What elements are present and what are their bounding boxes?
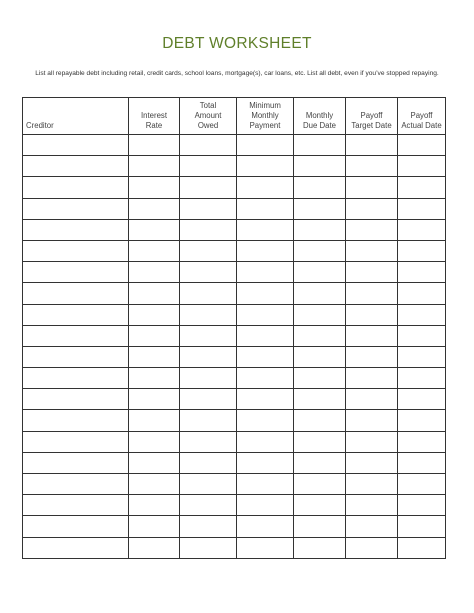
table-cell[interactable] — [237, 452, 294, 473]
table-cell[interactable] — [129, 304, 180, 325]
table-cell[interactable] — [398, 135, 446, 156]
table-cell[interactable] — [180, 368, 237, 389]
table-cell[interactable] — [398, 156, 446, 177]
table-cell[interactable] — [237, 495, 294, 516]
table-cell[interactable] — [23, 537, 129, 558]
table-cell[interactable] — [23, 431, 129, 452]
table-cell[interactable] — [346, 240, 398, 261]
table-cell[interactable] — [346, 495, 398, 516]
table-cell[interactable] — [346, 516, 398, 537]
table-cell[interactable] — [346, 389, 398, 410]
table-cell[interactable] — [398, 431, 446, 452]
table-cell[interactable] — [237, 198, 294, 219]
column-header-total-amount-owed — [180, 98, 237, 135]
table-cell[interactable] — [237, 304, 294, 325]
table-cell[interactable] — [23, 156, 129, 177]
table-cell[interactable] — [294, 198, 346, 219]
table-cell[interactable] — [180, 410, 237, 431]
table-cell[interactable] — [129, 262, 180, 283]
table-cell[interactable] — [23, 474, 129, 495]
table-cell[interactable] — [294, 325, 346, 346]
column-header-line: Actual Date — [401, 121, 442, 130]
table-cell[interactable] — [294, 240, 346, 261]
table-cell[interactable] — [237, 240, 294, 261]
table-cell[interactable] — [180, 346, 237, 367]
table-cell[interactable] — [398, 177, 446, 198]
column-header-line: Payment — [249, 121, 281, 130]
table-cell[interactable] — [294, 410, 346, 431]
table-cell[interactable] — [180, 431, 237, 452]
table-cell[interactable] — [180, 262, 237, 283]
table-cell[interactable] — [180, 495, 237, 516]
table-cell[interactable] — [237, 219, 294, 240]
table-cell[interactable] — [129, 368, 180, 389]
table-cell[interactable] — [23, 262, 129, 283]
page-title: DEBT WORKSHEET — [162, 35, 312, 52]
table-cell[interactable] — [237, 431, 294, 452]
table-row — [23, 219, 446, 240]
table-cell[interactable] — [294, 283, 346, 304]
table-cell[interactable] — [346, 198, 398, 219]
column-header-interest-rate — [129, 98, 180, 135]
table-cell[interactable] — [346, 431, 398, 452]
column-header-line: Payoff — [360, 111, 383, 120]
table-cell[interactable] — [129, 537, 180, 558]
table-cell[interactable] — [129, 516, 180, 537]
table-row — [23, 410, 446, 431]
table-cell[interactable] — [398, 198, 446, 219]
column-header-minimum-monthly-payment — [237, 98, 294, 135]
table-row — [23, 346, 446, 367]
column-header-line: Creditor — [26, 121, 54, 130]
table-cell[interactable] — [23, 346, 129, 367]
table-cell[interactable] — [23, 283, 129, 304]
table-row — [23, 516, 446, 537]
table-cell[interactable] — [129, 283, 180, 304]
table-cell[interactable] — [294, 135, 346, 156]
table-row — [23, 389, 446, 410]
table-cell[interactable] — [180, 156, 237, 177]
table-cell[interactable] — [398, 474, 446, 495]
table-cell[interactable] — [346, 219, 398, 240]
table-cell[interactable] — [237, 368, 294, 389]
table-cell[interactable] — [398, 304, 446, 325]
table-row — [23, 368, 446, 389]
table-cell[interactable] — [237, 325, 294, 346]
column-header-payoff-actual-date — [398, 98, 446, 135]
table-cell[interactable] — [180, 452, 237, 473]
table-cell[interactable] — [294, 304, 346, 325]
table-cell[interactable] — [23, 304, 129, 325]
table-cell[interactable] — [237, 537, 294, 558]
table-cell[interactable] — [294, 219, 346, 240]
table-cell[interactable] — [294, 516, 346, 537]
table-cell[interactable] — [180, 240, 237, 261]
table-cell[interactable] — [346, 177, 398, 198]
table-cell[interactable] — [23, 516, 129, 537]
table-cell[interactable] — [237, 135, 294, 156]
table-cell[interactable] — [180, 177, 237, 198]
table-cell[interactable] — [398, 219, 446, 240]
table-cell[interactable] — [129, 389, 180, 410]
table-cell[interactable] — [294, 177, 346, 198]
table-cell[interactable] — [129, 495, 180, 516]
table-cell[interactable] — [398, 262, 446, 283]
column-header-line: Minimum — [249, 101, 281, 110]
table-row — [23, 198, 446, 219]
table-cell[interactable] — [129, 452, 180, 473]
table-cell[interactable] — [237, 283, 294, 304]
table-cell[interactable] — [23, 368, 129, 389]
column-header-line: Monthly — [305, 111, 334, 120]
table-row — [23, 177, 446, 198]
table-cell[interactable] — [398, 389, 446, 410]
table-cell[interactable] — [237, 346, 294, 367]
table-cell[interactable] — [129, 198, 180, 219]
column-header-line: Total — [199, 101, 217, 110]
table-cell[interactable] — [180, 283, 237, 304]
column-header-creditor — [23, 98, 129, 135]
table-row — [23, 537, 446, 558]
table-cell[interactable] — [180, 537, 237, 558]
table-cell[interactable] — [346, 325, 398, 346]
table-cell[interactable] — [294, 156, 346, 177]
table-cell[interactable] — [398, 240, 446, 261]
table-cell[interactable] — [346, 135, 398, 156]
table-cell[interactable] — [180, 304, 237, 325]
table-row — [23, 262, 446, 283]
table-row — [23, 283, 446, 304]
table-cell[interactable] — [180, 389, 237, 410]
column-header-line: Monthly — [251, 111, 279, 120]
table-cell[interactable] — [129, 325, 180, 346]
table-row — [23, 240, 446, 261]
table-cell[interactable] — [294, 389, 346, 410]
column-header-line: Rate — [145, 121, 163, 130]
table-cell[interactable] — [398, 452, 446, 473]
table-cell[interactable] — [180, 219, 237, 240]
table-cell[interactable] — [129, 410, 180, 431]
table-cell[interactable] — [129, 156, 180, 177]
table-cell[interactable] — [23, 177, 129, 198]
table-cell[interactable] — [346, 410, 398, 431]
table-cell[interactable] — [346, 368, 398, 389]
table-cell[interactable] — [23, 410, 129, 431]
table-cell[interactable] — [23, 198, 129, 219]
table-cell[interactable] — [398, 516, 446, 537]
table-cell[interactable] — [398, 325, 446, 346]
table-cell[interactable] — [346, 262, 398, 283]
table-cell[interactable] — [346, 346, 398, 367]
table-cell[interactable] — [237, 177, 294, 198]
table-cell[interactable] — [294, 346, 346, 367]
column-header-line: Interest — [140, 111, 167, 120]
table-cell[interactable] — [398, 346, 446, 367]
table-cell[interactable] — [129, 219, 180, 240]
table-cell[interactable] — [129, 177, 180, 198]
table-cell[interactable] — [294, 431, 346, 452]
table-cell[interactable] — [398, 283, 446, 304]
table-cell[interactable] — [180, 325, 237, 346]
table-cell[interactable] — [346, 304, 398, 325]
table-cell[interactable] — [398, 368, 446, 389]
column-header-line: Due Date — [303, 121, 336, 130]
table-cell[interactable] — [129, 346, 180, 367]
table-cell[interactable] — [180, 516, 237, 537]
table-row — [23, 474, 446, 495]
table-cell[interactable] — [23, 389, 129, 410]
debt-table — [22, 97, 446, 559]
table-cell[interactable] — [23, 325, 129, 346]
table-cell[interactable] — [294, 537, 346, 558]
table-cell[interactable] — [346, 283, 398, 304]
table-cell[interactable] — [346, 452, 398, 473]
table-cell[interactable] — [23, 135, 129, 156]
table-cell[interactable] — [398, 410, 446, 431]
table-cell[interactable] — [129, 474, 180, 495]
table-cell[interactable] — [398, 495, 446, 516]
column-header-payoff-target-date — [346, 98, 398, 135]
table-cell[interactable] — [346, 537, 398, 558]
table-cell[interactable] — [129, 431, 180, 452]
table-cell[interactable] — [294, 495, 346, 516]
table-row — [23, 304, 446, 325]
table-cell[interactable] — [398, 537, 446, 558]
table-cell[interactable] — [294, 474, 346, 495]
table-cell[interactable] — [23, 219, 129, 240]
column-header-line: Target Date — [351, 121, 392, 130]
table-cell[interactable] — [23, 495, 129, 516]
table-cell[interactable] — [294, 262, 346, 283]
instructions-text: List all repayable debt including retail, credit cards, school loans, mortgage(s), car loans, etc. List all debt, even if you’ve stopped repaying. — [35, 70, 439, 77]
table-cell[interactable] — [346, 474, 398, 495]
table-row — [23, 495, 446, 516]
table-row — [23, 431, 446, 452]
table-cell[interactable] — [129, 135, 180, 156]
table-cell[interactable] — [180, 474, 237, 495]
table-cell[interactable] — [294, 368, 346, 389]
table-cell[interactable] — [180, 198, 237, 219]
table-cell[interactable] — [237, 410, 294, 431]
column-header-line: Owed — [197, 121, 219, 130]
table-row — [23, 452, 446, 473]
table-cell[interactable] — [23, 240, 129, 261]
column-header-line: Amount — [194, 111, 222, 120]
table-cell[interactable] — [180, 135, 237, 156]
table-row — [23, 325, 446, 346]
table-cell[interactable] — [23, 452, 129, 473]
table-cell[interactable] — [129, 240, 180, 261]
table-row — [23, 156, 446, 177]
table-cell[interactable] — [294, 452, 346, 473]
table-cell[interactable] — [237, 516, 294, 537]
table-cell[interactable] — [237, 262, 294, 283]
column-header-monthly-due-date — [294, 98, 346, 135]
table-cell[interactable] — [346, 156, 398, 177]
header-row — [23, 98, 446, 135]
column-header-line: Payoff — [410, 111, 433, 120]
table-cell[interactable] — [237, 389, 294, 410]
debt-table-body — [23, 135, 446, 559]
table-row — [23, 135, 446, 156]
table-cell[interactable] — [237, 156, 294, 177]
table-cell[interactable] — [237, 474, 294, 495]
